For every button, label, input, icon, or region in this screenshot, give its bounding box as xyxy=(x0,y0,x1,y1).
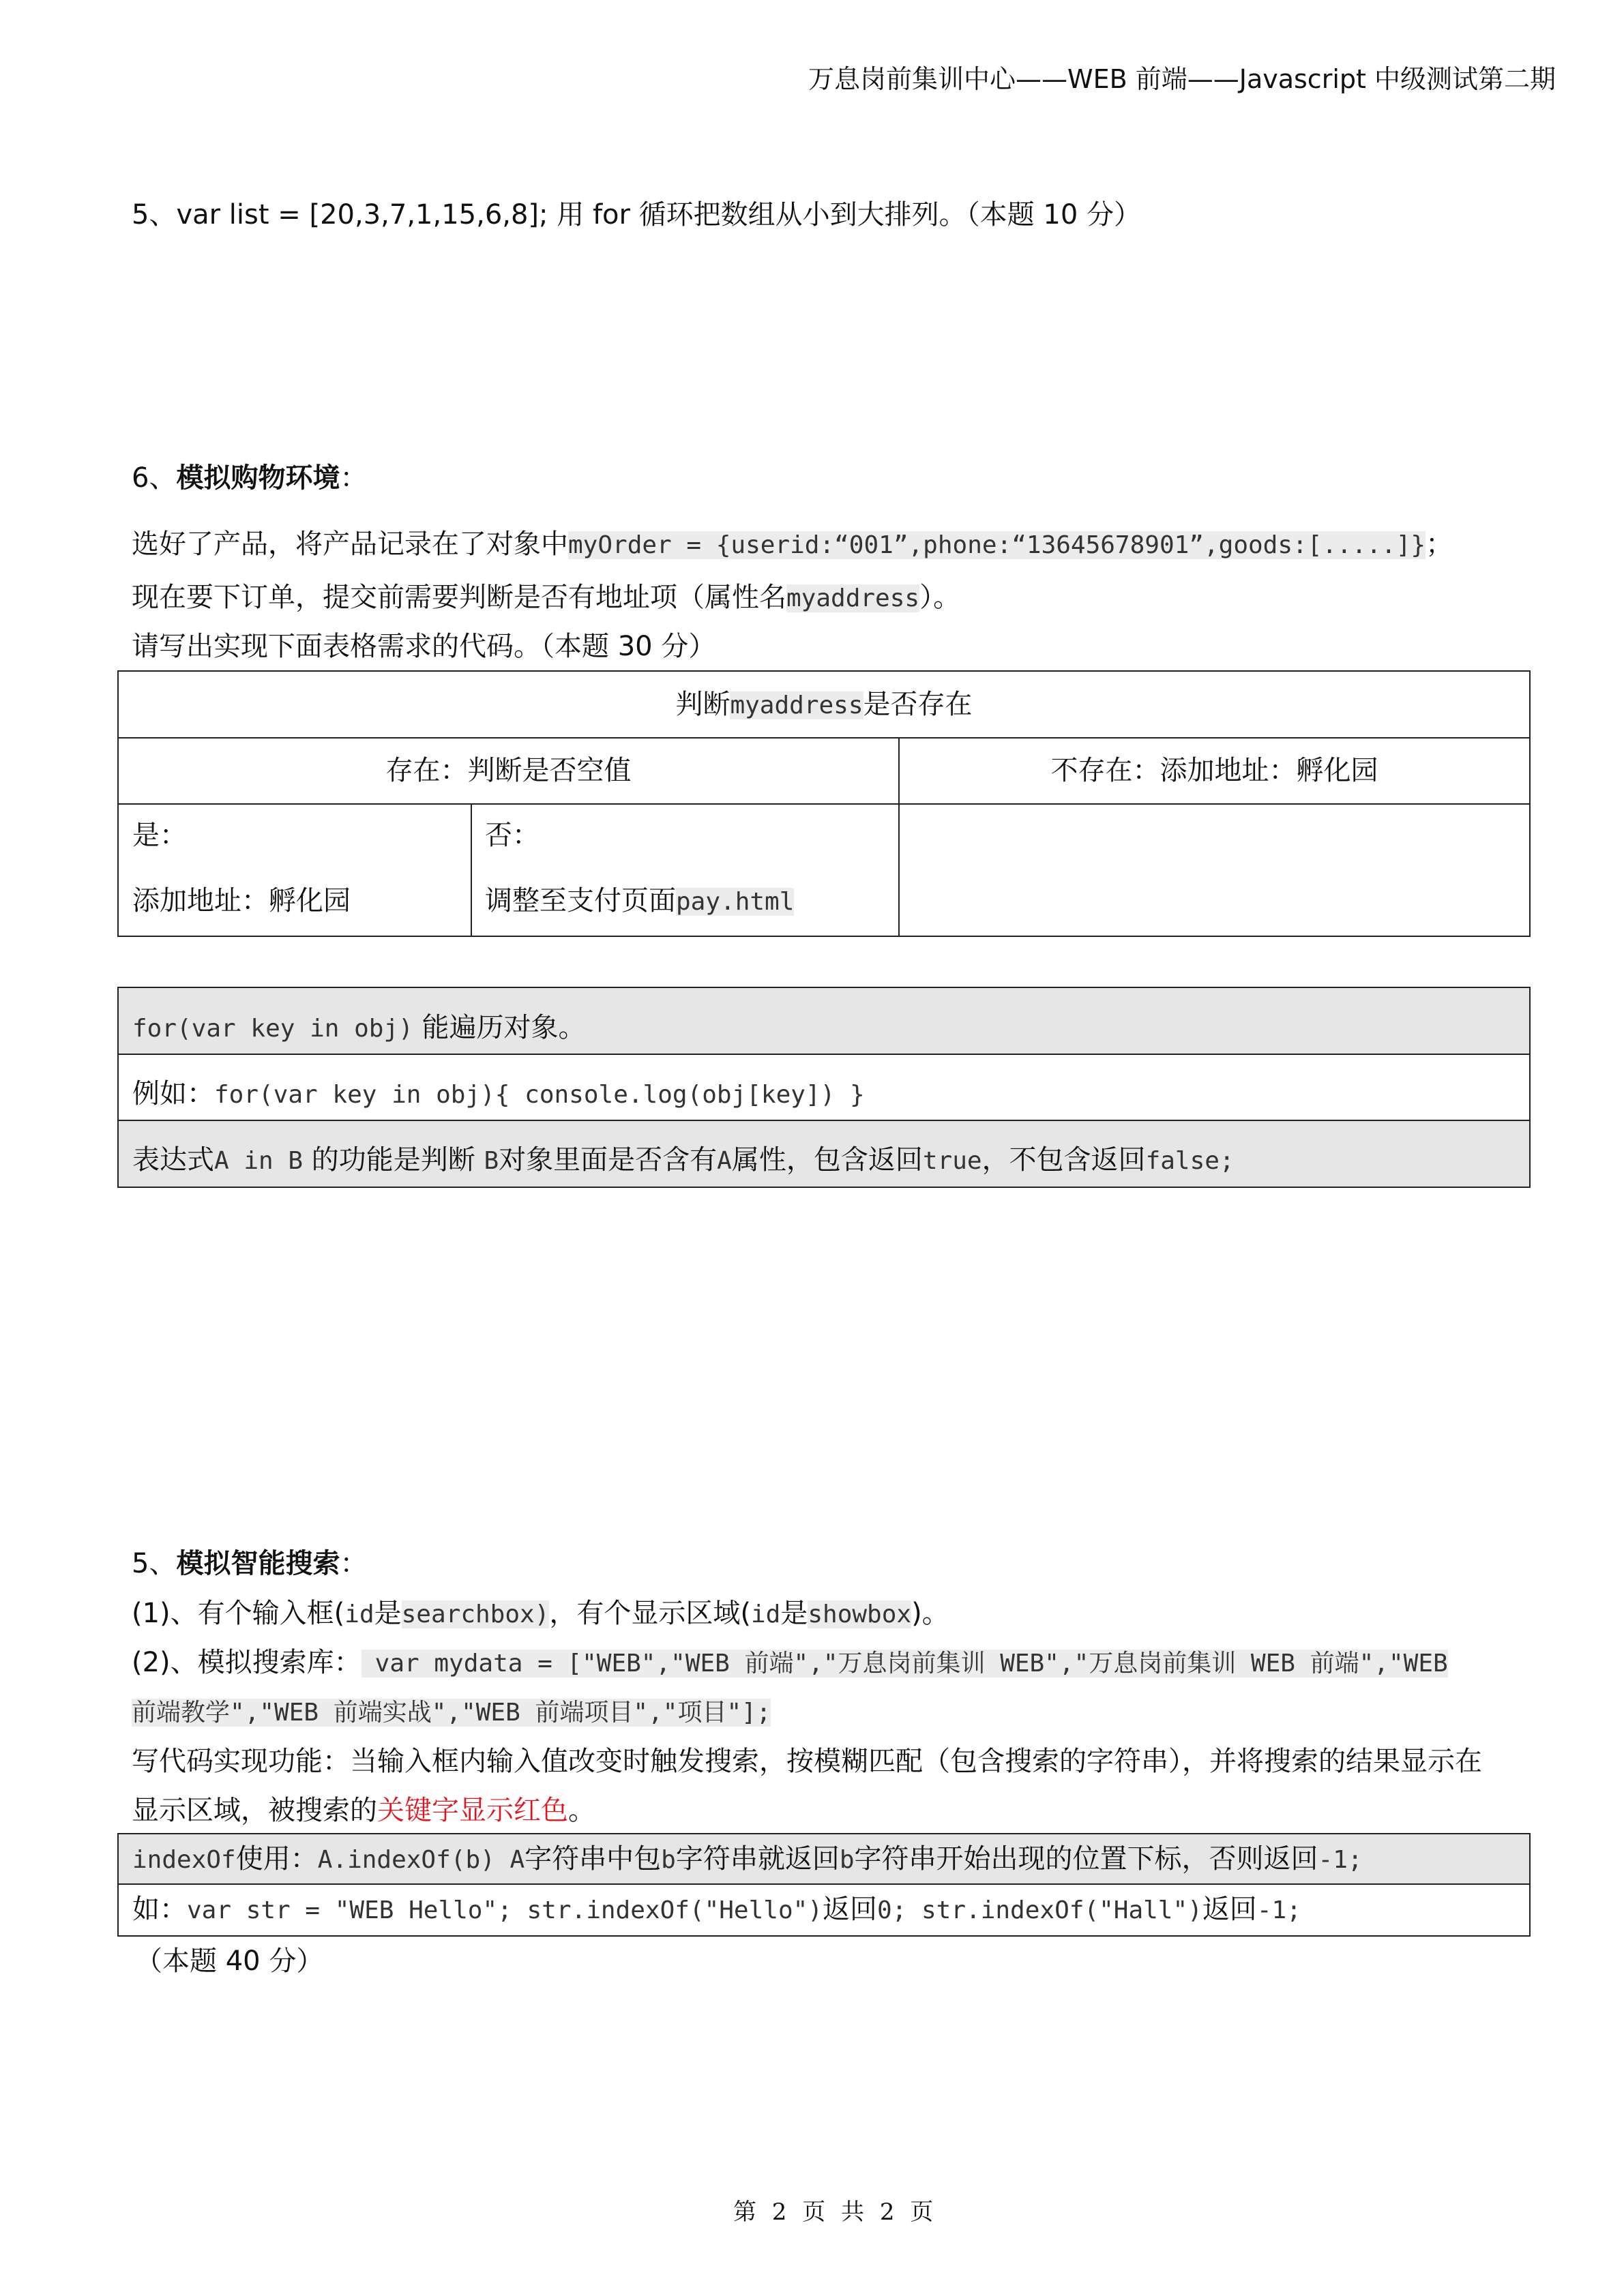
cell-text: 是否存在 xyxy=(863,689,973,720)
table-divider xyxy=(119,737,1529,739)
table-header-cell xyxy=(119,685,1529,725)
hint-line-3 xyxy=(132,1141,1235,1180)
hint-text: 的功能是判断 xyxy=(303,1144,484,1176)
hint-text: 返回 xyxy=(1202,1894,1257,1925)
hint-text: 表达式 xyxy=(132,1144,214,1176)
inline-code: b xyxy=(839,1846,855,1874)
inline-code: myOrder = {userid:“001”,phone:“13645678901”,goods:[.....]} xyxy=(568,531,1426,559)
search-line-5 xyxy=(132,1791,595,1830)
decision-table xyxy=(117,670,1531,937)
line-text: )。 xyxy=(911,1598,949,1629)
inline-code: var mydata = ["WEB","WEB 前端","万息岗前集训 WEB","万息岗前集训 WEB 前端","WEB xyxy=(361,1650,1448,1678)
question-6-line1 xyxy=(132,525,1453,565)
search-score: （本题 40 分） xyxy=(135,1945,324,1977)
inline-code: id xyxy=(344,1600,374,1628)
hint-line-2 xyxy=(132,1075,865,1114)
inline-code: false; xyxy=(1145,1147,1235,1175)
heading-number: 5、 xyxy=(132,1548,177,1579)
inline-code: A.indexOf(b) A xyxy=(317,1846,525,1874)
question-6-line3: 请写出实现下面表格需求的代码。（本题 30 分） xyxy=(132,631,716,662)
hint-text: 能遍历对象。 xyxy=(413,1012,586,1043)
heading-colon: ： xyxy=(340,462,368,494)
line-text: 显示区域，被搜索的 xyxy=(132,1795,377,1826)
hint-text: 属性，包含返回 xyxy=(731,1144,923,1176)
hint-line-2 xyxy=(132,1890,1301,1930)
search-line-3 xyxy=(132,1693,771,1732)
hint-box-indexof xyxy=(117,1833,1531,1937)
inline-code: b xyxy=(661,1846,676,1874)
heading-colon: ： xyxy=(340,1548,368,1579)
hint-text: 如： xyxy=(132,1894,187,1925)
line-text: 是 xyxy=(374,1598,402,1629)
hint-text: 字符串开始出现的位置下标，否则返回 xyxy=(854,1843,1318,1875)
inline-code: pay.html xyxy=(676,888,795,916)
cell-text: 调整至支付页面 xyxy=(485,885,676,916)
no-label: 否： xyxy=(485,820,540,851)
inline-code: 0; str.indexOf("Hall") xyxy=(876,1896,1202,1924)
page-header: 万息岗前集训中心——WEB 前端——Javascript 中级测试第二期 xyxy=(808,64,1556,94)
line-text: ； xyxy=(1426,528,1453,560)
not-exists-cell: 不存在：添加地址：孵化园 xyxy=(1050,755,1378,786)
inline-code: 前端教学","WEB 前端实战","WEB 前端项目","项目"]; xyxy=(132,1699,771,1727)
yes-label: 是： xyxy=(132,820,187,851)
hint-box-object xyxy=(117,987,1531,1188)
inline-code: myaddress xyxy=(786,584,920,612)
hint-text: 字符串就返回 xyxy=(675,1843,840,1875)
question-5-search-heading xyxy=(132,1545,367,1583)
inline-code: B xyxy=(484,1147,499,1175)
line-text: ，有个显示区域( xyxy=(549,1598,751,1629)
hint-divider xyxy=(119,1883,1529,1885)
hint-text: 使用： xyxy=(235,1843,318,1875)
yes-action: 添加地址：孵化园 xyxy=(132,885,351,916)
inline-code: for(var key in obj) xyxy=(132,1015,413,1043)
inline-code: true xyxy=(922,1147,982,1175)
inline-code: var str = "WEB Hello"; str.indexOf("Hello") xyxy=(187,1896,823,1924)
hint-text: 字符串中包 xyxy=(525,1843,662,1875)
hint-text: 例如： xyxy=(132,1078,214,1109)
hint-text: 返回 xyxy=(822,1894,877,1925)
page-footer: 第 2 页 共 2 页 xyxy=(733,2198,938,2226)
line-text: 现在要下订单，提交前需要判断是否有地址项（属性名 xyxy=(132,582,786,613)
inline-code: A xyxy=(717,1147,732,1175)
search-line-2 xyxy=(132,1643,1448,1683)
inline-code: searchbox) xyxy=(401,1600,550,1628)
inline-code: for(var key in obj){ console.log(obj[key]) } xyxy=(214,1081,865,1109)
hint-divider xyxy=(119,1054,1529,1055)
no-action xyxy=(485,882,794,921)
cell-text: 判断 xyxy=(675,689,730,720)
hint-text: 对象里面是否含有 xyxy=(499,1144,718,1176)
question-6-heading xyxy=(132,459,367,497)
hint-line-1 xyxy=(132,1840,1363,1879)
line-text: 是 xyxy=(780,1598,808,1629)
exists-cell: 存在：判断是否空值 xyxy=(385,755,632,786)
inline-code: A in B xyxy=(214,1147,304,1175)
table-divider xyxy=(471,803,472,936)
line-text: 。 xyxy=(568,1795,595,1826)
inline-code: showbox xyxy=(808,1600,912,1628)
line-text: 选好了产品，将产品记录在了对象中 xyxy=(132,528,568,560)
line-text: (1)、有个输入框( xyxy=(132,1598,345,1629)
heading-title: 模拟购物环境 xyxy=(176,462,340,494)
inline-code: -1; xyxy=(1256,1896,1301,1924)
inline-code: indexOf xyxy=(132,1846,236,1874)
line-text: (2)、模拟搜索库： xyxy=(132,1647,361,1678)
highlight-red-text: 关键字显示红色 xyxy=(377,1795,568,1826)
line-text: ）。 xyxy=(919,582,961,613)
heading-title: 模拟智能搜索 xyxy=(176,1548,340,1579)
heading-number: 6、 xyxy=(132,462,177,494)
table-divider xyxy=(119,803,1529,805)
search-line-1 xyxy=(132,1594,949,1634)
question-6-line2 xyxy=(132,578,960,618)
search-line-4: 写代码实现功能：当输入框内输入值改变时触发搜索，按模糊匹配（包含搜索的字符串），并将搜索的结果显示在 xyxy=(132,1746,1482,1777)
question-5-sort: 5、var list = [20,3,7,1,15,6,8]; 用 for 循环把数组从小到大排列。（本题 10 分） xyxy=(132,199,1141,230)
inline-code: -1; xyxy=(1318,1846,1363,1874)
hint-text: ，不包含返回 xyxy=(981,1144,1146,1176)
inline-code: id xyxy=(750,1600,781,1628)
inline-code: myaddress xyxy=(730,691,863,719)
hint-line-1 xyxy=(132,1009,586,1048)
